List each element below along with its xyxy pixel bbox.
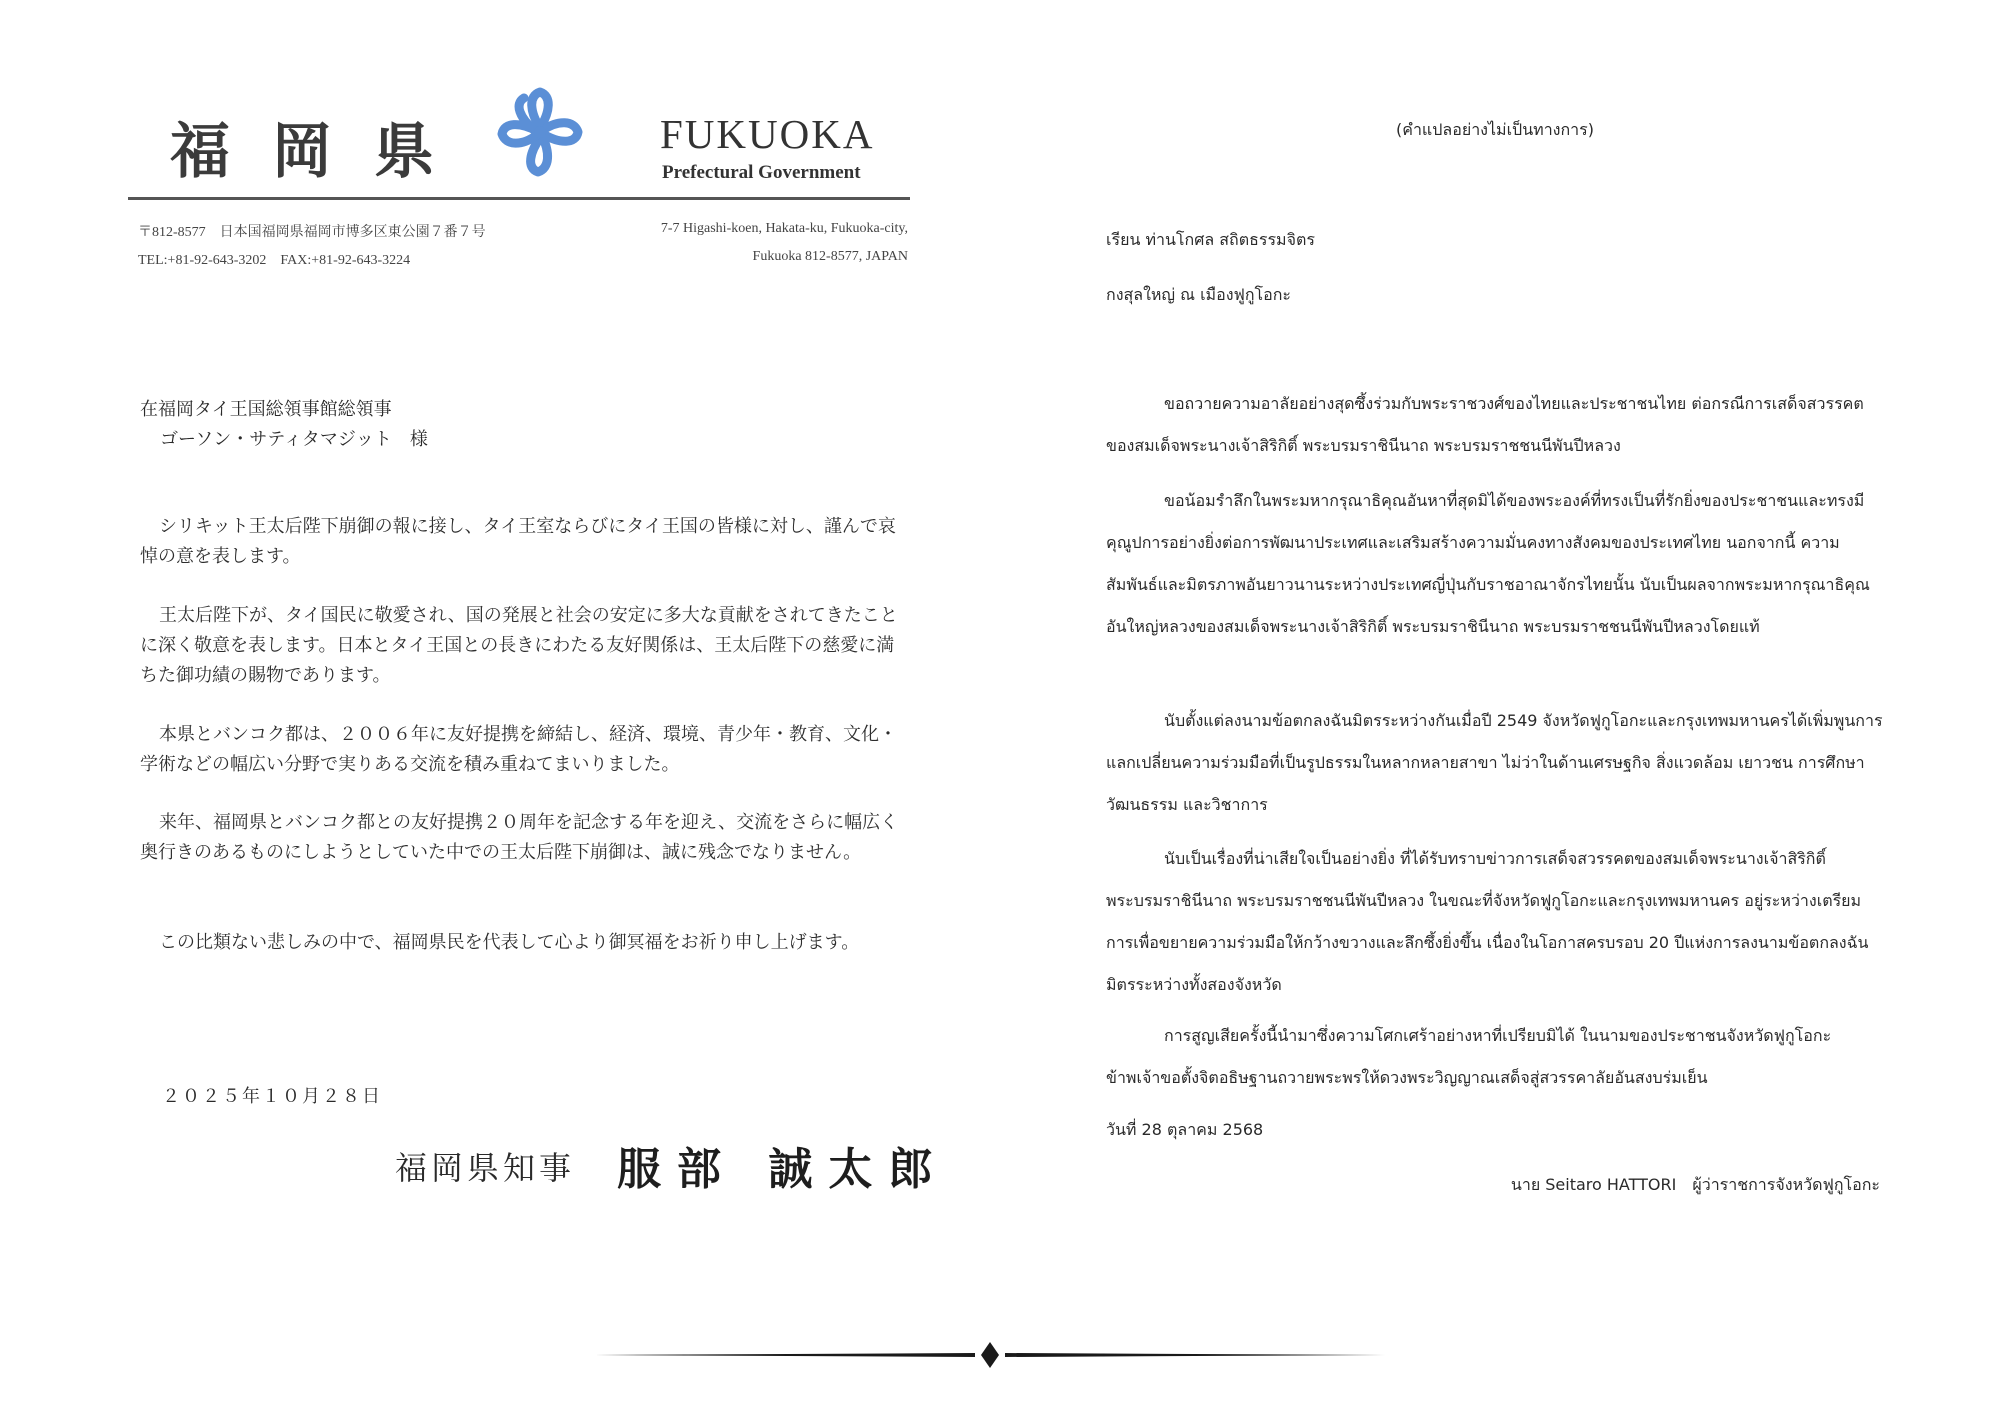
th-paragraph: การสูญเสียครั้งนี้นำมาซึ่งความโศกเศร้าอย่างหาที่เปรียบมิได้ ในนามของประชาชนจังหวัดฟูกูโอกะ ข้าพเจ้าขอตั้งจิตอธิษฐานถวายพระพรให้ดวงพระวิญญาณเสด็จสู่สวรรคาลัยอันสงบร่มเย็น xyxy=(1106,1026,1832,1087)
th-unofficial-translation-note: (คำแปลอย่างไม่เป็นทางการ) xyxy=(1396,120,1594,139)
fukuoka-plum-flower-emblem xyxy=(490,82,590,182)
th-date: วันที่ 28 ตุลาคม 2568 xyxy=(1106,1120,1264,1139)
letterhead-en-subtitle: Prefectural Government xyxy=(662,162,861,183)
th-address-line2: กงสุลใหญ่ ณ เมืองฟูกูโอกะ xyxy=(1106,285,1292,304)
letterhead-jp-title: 福岡県 xyxy=(170,117,476,187)
th-address-line1: เรียน ท่านโกศล สถิตธรรมจิตร xyxy=(1106,230,1315,249)
jp-signature-title: 福岡県知事 xyxy=(395,1149,576,1187)
th-paragraph: ขอน้อมรำลึกในพระมหากรุณาธิคุณอันหาที่สุดมิได้ของพระองค์ที่ทรงเป็นที่รักยิ่งของประชาชนและทรงมีคุณูปการอย่างยิ่งต่อการพัฒนาประเทศและเสริมสร้างความมั่นคงทางสังคมของประเทศไทย นอกจากนี้ ความสัมพันธ์และมิตรภาพอันยาวนานระหว่างประเทศญี่ปุ่นกับราชอาณาจักรไทยนั้น นับเป็นผลจากพระมหากรุณาธิคุณอันใหญ่หลวงของสมเด็จพระนางเจ้าสิริกิติ์ พระบรมราชินีนาถ พระบรมราชชนนีพันปีหลวงโดยแท้ xyxy=(1106,491,1870,636)
th-paragraph: นับตั้งแต่ลงนามข้อตกลงฉันมิตรระหว่างกันเมื่อปี 2549 จังหวัดฟูกูโอกะและกรุงเทพมหานครได้เพิ่มพูนการแลกเปลี่ยนความร่วมมือที่เป็นรูปธรรมในหลากหลายสาขา ไม่ว่าในด้านเศรษฐกิจ สิ่งแวดล้อม เยาวชน การศึกษา วัฒนธรรม และวิชาการ xyxy=(1106,711,1883,814)
letterhead-address-en-line1: 7-7 Higashi-koen, Hakata-ku, Fukuoka-city, xyxy=(660,221,908,236)
jp-paragraph: この比類ない悲しみの中で、福岡県民を代表して心より御冥福をお祈り申し上げます。 xyxy=(159,932,860,953)
th-paragraph: นับเป็นเรื่องที่น่าเสียใจเป็นอย่างยิ่ง ที่ได้รับทราบข่าวการเสด็จสวรรคตของสมเด็จพระนางเจ้าสิริกิติ์ พระบรมราชินีนาถ พระบรมราชชนนีพันปีหลวง ในขณะที่จังหวัดฟูกูโอกะและกรุงเทพมหานคร อยู่ระหว่างเตรียมการเพื่อขยายความร่วมมือให้กว้างขวางและลึกซึ้งยิ่งขึ้น เนื่องในโอกาสครบรอบ 20 ปีแห่งการลงนามข้อตกลงฉันมิตรระหว่างทั้งสองจังหวัด xyxy=(1106,849,1869,994)
letterhead-address-jp: 〒812-8577 日本国福岡県福岡市博多区東公園７番７号 xyxy=(138,225,486,240)
jp-recipient-title: 在福岡タイ王国総領事館総領事 xyxy=(140,399,392,420)
letterhead-address-en-line2: Fukuoka 812-8577, JAPAN xyxy=(752,249,908,264)
jp-paragraph: 本県とバンコク都は、２００６年に友好提携を締結し、経済、環境、青少年・教育、文化・学術などの幅広い分野で実りある交流を積み重ねてまいりました。 xyxy=(140,724,897,775)
jp-date: ２０２５年１０月２８日 xyxy=(162,1086,382,1107)
jp-paragraph: シリキット王太后陛下崩御の報に接し、タイ王室ならびにタイ王国の皆様に対し、謹んで哀悼の意を表します。 xyxy=(140,516,896,567)
th-signature: นาย Seitaro HATTORI ผู้ว่าราชการจังหวัดฟูกูโอกะ xyxy=(1510,1175,1880,1194)
th-paragraph: ขอถวายความอาลัยอย่างสุดซึ้งร่วมกับพระราชวงศ์ของไทยและประชาชนไทย ต่อกรณีการเสด็จสวรรคตของสมเด็จพระนางเจ้าสิริกิติ์ พระบรมราชินีนาถ พระบรมราชชนนีพันปีหลวง xyxy=(1106,394,1864,455)
letterhead-en-title: FUKUOKA xyxy=(660,111,875,157)
jp-paragraph: 来年、福岡県とバンコク都との友好提携２０周年を記念する年を迎え、交流をさらに幅広く奥行きのあるものにしようとしていた中での王太后陛下崩御は、誠に残念でなりません。 xyxy=(140,812,899,863)
letterhead-tel-fax: TEL:+81-92-643-3202 FAX:+81-92-643-3224 xyxy=(138,253,411,268)
jp-recipient-name: ゴーソン・サティタマジット 様 xyxy=(160,429,428,450)
jp-signature-name: 服部 誠太郎 xyxy=(617,1144,949,1195)
jp-paragraph: 王太后陛下が、タイ国民に敬愛され、国の発展と社会の安定に多大な貢献をされてきたことに深く敬意を表します。日本とタイ王国との長きにわたる友好関係は、王太后陛下の慈愛に満ちた御功績の賜物であります。 xyxy=(140,605,898,686)
letterhead-divider xyxy=(128,197,910,200)
ornamental-divider xyxy=(595,1340,1385,1370)
